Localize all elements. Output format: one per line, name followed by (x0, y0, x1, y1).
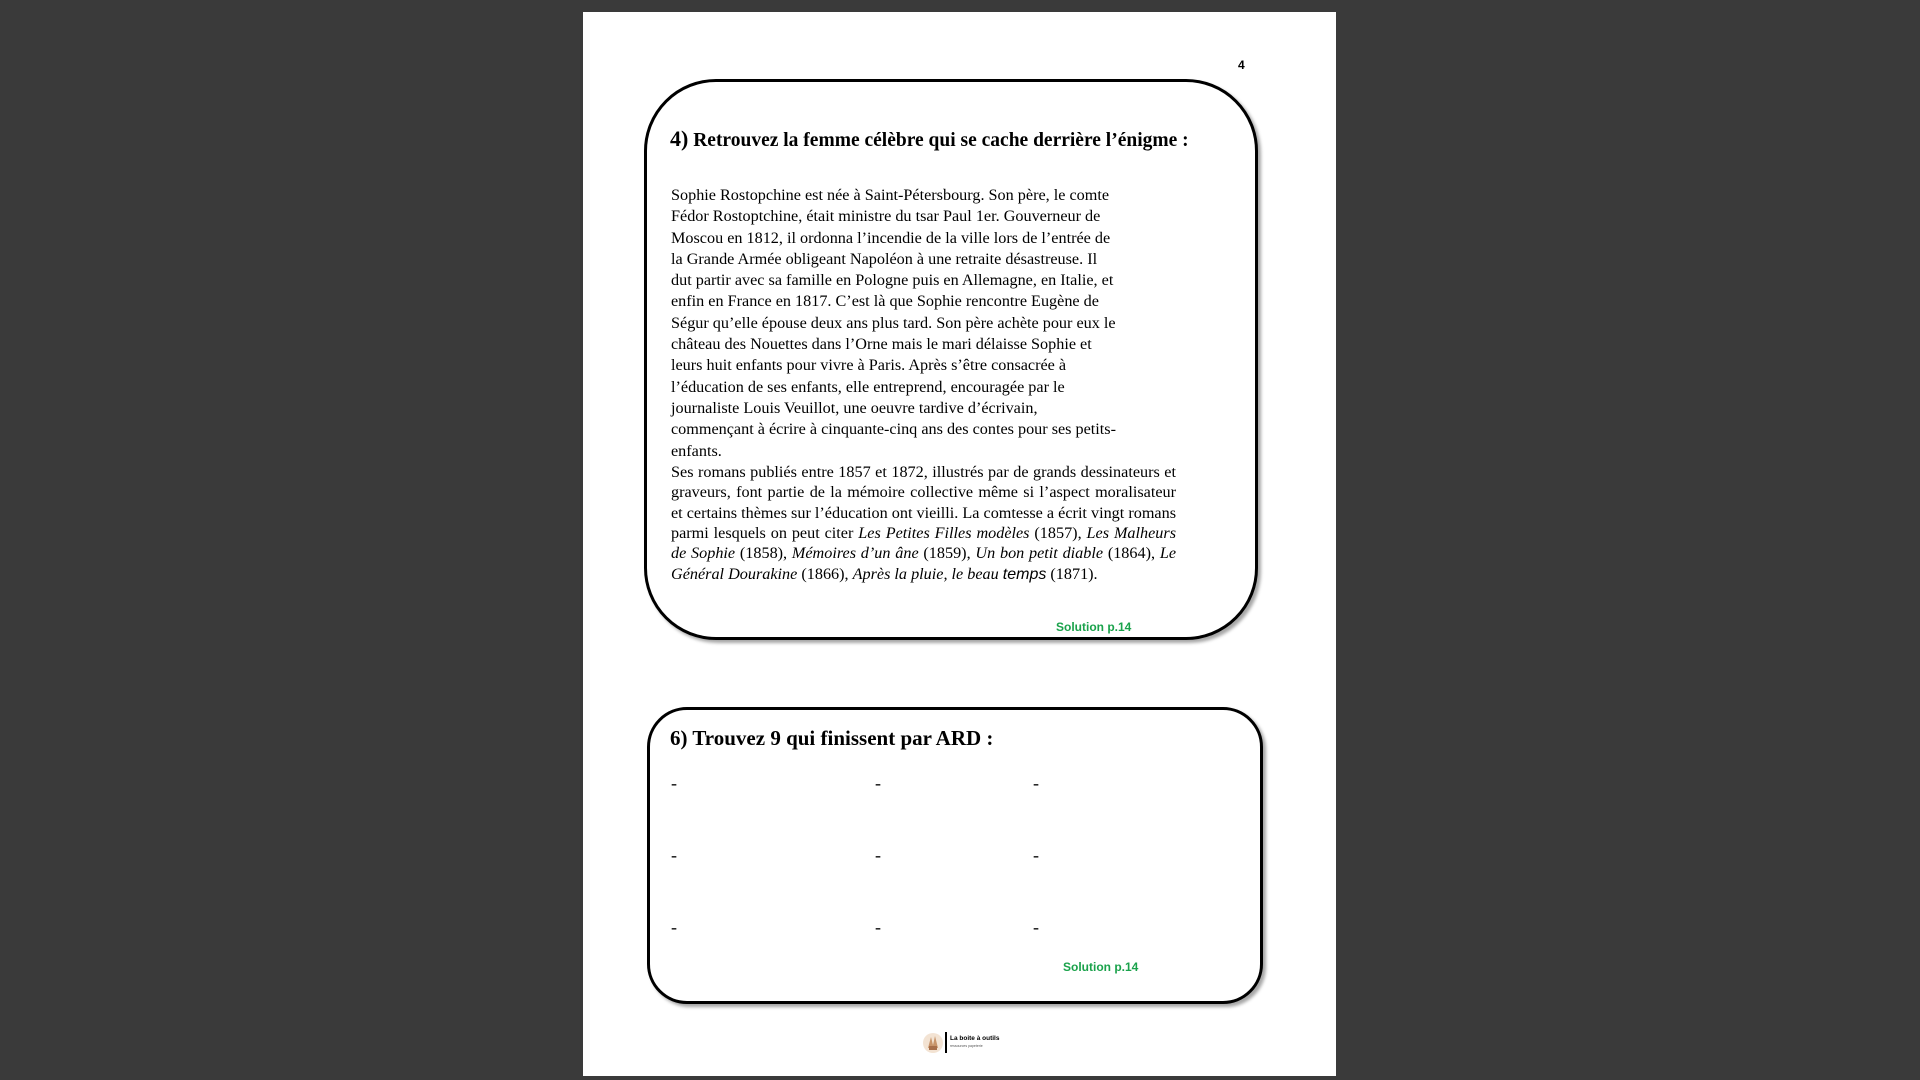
riddle-line: Ségur qu’elle épouse deux ans plus tard. Son père achète pour eux le (671, 313, 1116, 332)
book-title: Après la pluie, le beau (852, 564, 1003, 583)
logo-divider (945, 1032, 947, 1053)
riddle-line: Sophie Rostopchine est née à Saint-Pétersbourg. Son père, le comte (671, 186, 1110, 204)
logo-title: La boite à outils (950, 1035, 1000, 1042)
book-year: (1858), (735, 544, 792, 563)
book-title: Un bon petit diable (975, 544, 1104, 563)
question-6-solution-reference: Solution p.14 (1063, 960, 1139, 974)
book-year: (1864), (1103, 544, 1160, 563)
book-title: Les Petites Filles modèles (858, 524, 1030, 543)
riddle-line: Moscou en 1812, il ordonna l’incendie de la ville lors de l’entrée de (671, 228, 1111, 247)
riddle-line: la Grande Armée obligeant Napoléon à une retraite désastreuse. Il (671, 249, 1098, 268)
riddle-line: journaliste Louis Veuillot, une oeuvre tardive d’écrivain, (671, 398, 1038, 417)
book-year: (1857), (1029, 524, 1087, 543)
answer-blank-3: - (1033, 773, 1039, 793)
book-title: Le Général Dourakine (671, 544, 1176, 583)
paragraph-2-intro: Ses romans publiés entre 1857 et 1872, illustrés par de grands dessinateurs et graveurs, font partie de la mémoire collective même si l’aspect moralisateur et certains thèmes sur l’éducation ont vieilli. La comtesse a écrit vingt romans parmi lesquels on peut citer (671, 462, 1176, 543)
document-page (583, 12, 1336, 1076)
riddle-paragraph-2 (671, 462, 1176, 585)
logo-subtitle: ressources papeterie (950, 1044, 983, 1048)
riddle-line: Fédor Rostoptchine, était ministre du tsar Paul 1er. Gouverneur de (671, 207, 1101, 226)
page-number: 4 (1238, 58, 1245, 72)
toolbox-logo-icon (921, 1031, 945, 1055)
answer-blank-8: - (875, 917, 881, 937)
question-6-frame (647, 707, 1263, 1004)
answer-blank-4: - (671, 845, 677, 865)
book-year: (1871). (1046, 564, 1098, 583)
riddle-line: enfants. (671, 441, 722, 460)
question-4-title (670, 126, 1189, 152)
answer-blank-2: - (875, 773, 881, 793)
book-year: (1866), (797, 564, 853, 583)
book-title-end: temps (1002, 565, 1047, 583)
riddle-line: leurs huit enfants pour vivre à Paris. Après s’être consacrée à (671, 356, 1067, 375)
answer-blank-9: - (1033, 917, 1039, 937)
riddle-text (671, 185, 1176, 585)
question-4-solution-reference: Solution p.14 (1056, 620, 1132, 634)
answer-blank-5: - (875, 845, 881, 865)
riddle-line: dut partir avec sa famille en Pologne puis en Allemagne, en Italie, et (671, 271, 1114, 290)
riddle-line: enfin en France en 1817. C’est là que Sophie rencontre Eugène de (671, 292, 1099, 311)
book-year: (1859), (918, 544, 976, 563)
answer-blank-7: - (671, 917, 677, 937)
footer-logo (921, 1029, 1003, 1057)
riddle-line: l’éducation de ses enfants, elle entreprend, encouragée par le (671, 377, 1065, 396)
riddle-line: commençant à écrire à cinquante-cinq ans des contes pour ses petits- (671, 420, 1116, 439)
question-6-title: 6) Trouvez 9 qui finissent par ARD : (670, 726, 994, 750)
book-title: Mémoires d’un âne (791, 544, 919, 563)
answer-blank-6: - (1033, 845, 1039, 865)
question-4-number: 4) (670, 126, 689, 151)
answer-blank-1: - (671, 773, 677, 793)
riddle-paragraph-1 (671, 185, 1176, 462)
question-4-title-text: Retrouvez la femme célèbre qui se cache derrière l’énigme : (693, 130, 1189, 151)
book-title: Les Malheurs de Sophie (671, 524, 1176, 563)
riddle-line: château des Nouettes dans l’Orne mais le mari délaisse Sophie et (671, 335, 1092, 354)
